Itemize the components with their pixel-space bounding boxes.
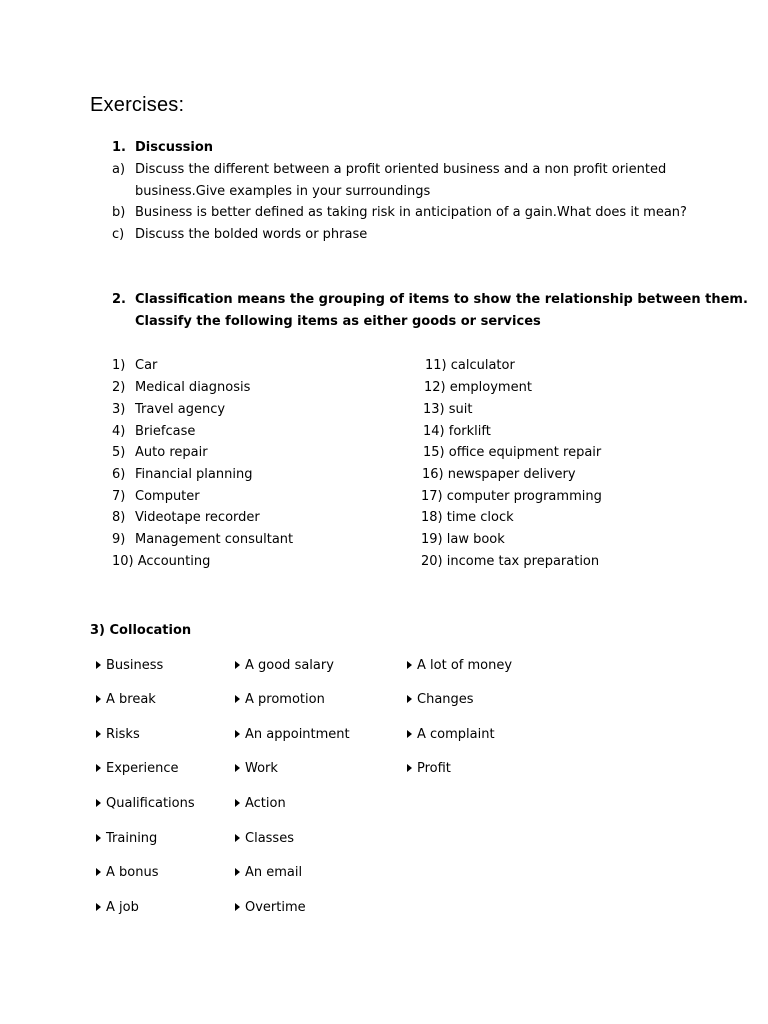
collocation-item: Business [96,658,163,674]
list-item: 16) newspaper delivery [422,467,576,482]
collocation-item: Changes [407,692,474,708]
list-item-number: 4) [112,424,126,439]
list-item-label: Travel agency [135,402,226,417]
arrow-right-icon [407,695,412,703]
list-item: 19) law book [421,532,505,547]
section1-item-marker: a) [112,162,126,177]
list-item-number: 9) [112,532,126,547]
collocation-item: A good salary [235,658,334,674]
collocation-item: An email [235,865,302,881]
section3-heading: 3) Collocation [90,623,192,638]
arrow-right-icon [407,764,412,772]
collocation-item: Profit [407,761,451,777]
list-item-number: 2) [112,380,126,395]
section2-instruction: Classify the following items as either goods or services [135,314,541,329]
list-item: 18) time clock [421,510,514,525]
collocation-item: A job [96,900,139,916]
list-item: 17) computer programming [421,489,602,504]
section1-number: 1. [112,140,126,155]
collocation-item: Classes [235,831,294,847]
page-title: Exercises: [90,94,185,116]
list-item-label: Briefcase [135,424,196,439]
collocation-item: Risks [96,727,140,743]
list-item-label: Medical diagnosis [135,380,251,395]
arrow-right-icon [96,661,101,669]
arrow-right-icon [235,868,240,876]
list-item: 15) office equipment repair [423,445,602,460]
collocation-item: Experience [96,761,179,777]
collocation-item: Qualifications [96,796,195,812]
list-item-label: Financial planning [135,467,253,482]
collocation-item: An appointment [235,727,350,743]
list-item-label: Management consultant [135,532,294,547]
list-item: 14) forklift [423,424,491,439]
list-item-label: Computer [135,489,200,504]
collocation-item: A promotion [235,692,325,708]
arrow-right-icon [96,695,101,703]
section1-item-text: business.Give examples in your surroundings [135,184,431,199]
arrow-right-icon [96,730,101,738]
collocation-item: Overtime [235,900,306,916]
arrow-right-icon [96,834,101,842]
list-item: 13) suit [423,402,473,417]
arrow-right-icon [96,764,101,772]
arrow-right-icon [407,730,412,738]
list-item: 20) income tax preparation [421,554,600,569]
section1-heading: Discussion [135,140,214,155]
section1-item-marker: b) [112,205,126,220]
arrow-right-icon [96,868,101,876]
arrow-right-icon [235,661,240,669]
collocation-item: A break [96,692,156,708]
section1-item-marker: c) [112,227,125,242]
collocation-item: Action [235,796,286,812]
section2-instruction: Classification means the grouping of items to show the relationship between them. [135,292,748,307]
list-item-number: 1) [112,358,126,373]
list-item-label: Auto repair [135,445,208,460]
collocation-item: Work [235,761,278,777]
list-item: 12) employment [424,380,532,395]
arrow-right-icon [96,903,101,911]
arrow-right-icon [235,730,240,738]
arrow-right-icon [235,695,240,703]
list-item-number: 7) [112,489,126,504]
list-item-number: 3) [112,402,126,417]
collocation-item: A lot of money [407,658,512,674]
list-item-label: 10) Accounting [112,554,211,569]
arrow-right-icon [235,834,240,842]
arrow-right-icon [96,799,101,807]
arrow-right-icon [235,799,240,807]
section2-number: 2. [112,292,126,307]
collocation-item: A bonus [96,865,158,881]
list-item: 11) calculator [425,358,515,373]
arrow-right-icon [235,764,240,772]
arrow-right-icon [235,903,240,911]
list-item-number: 5) [112,445,126,460]
section1-item-text: Discuss the bolded words or phrase [135,227,368,242]
collocation-item: A complaint [407,727,495,743]
section1-item-text: Business is better defined as taking risk in anticipation of a gain.What does it mean? [135,205,687,220]
list-item-number: 8) [112,510,126,525]
arrow-right-icon [407,661,412,669]
list-item-label: Car [135,358,158,373]
section1-item-text: Discuss the different between a profit oriented business and a non profit oriented [135,162,667,177]
list-item-label: Videotape recorder [135,510,260,525]
collocation-item: Training [96,831,157,847]
list-item-number: 6) [112,467,126,482]
